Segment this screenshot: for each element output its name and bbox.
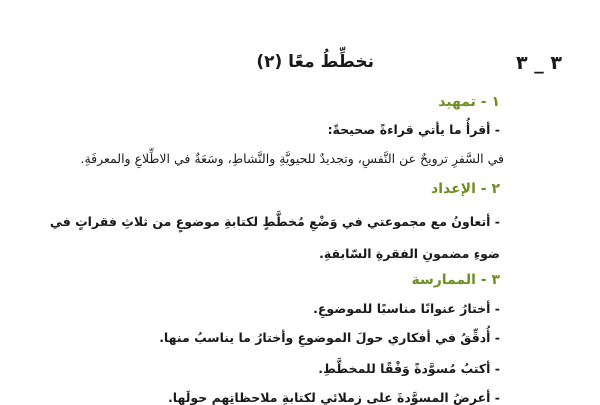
lesson-header	[38, 52, 562, 80]
practice-step: - أُدقِّقُ في أفكاري حولَ الموضوعِ وأختارُ ما يناسبُ منها.	[159, 330, 500, 345]
intro-instruction: - أقرأُ ما يأتي قراءةً صحيحةً:	[327, 122, 500, 137]
section-heading-intro: ١ - تمهيد	[438, 94, 500, 110]
lesson-title: نخطِّطُ معًا (٢)	[256, 52, 374, 72]
preparation-instruction: - أتعاونُ مع مجموعتي في وَضْعِ مُخطَّطٍ لكتابةِ موضوعٍ من ثلاثِ فقراتٍ في ضوءِ مضمونِ الفقرةِ السّابقةِ.	[49, 214, 500, 261]
practice-step: - أكتبُ مُسوَّدةً وَفْقًا للمخطَّطِ.	[318, 361, 500, 376]
practice-step: - أختارُ عنوانًا مناسبًا للموضوعِ.	[313, 301, 500, 316]
section-heading-preparation: ٢ - الإعداد	[431, 181, 500, 197]
practice-step: - أعرضُ المسوَّدةَ على زملائي لكتابةِ ملاحظاتِهم حولَها.	[168, 390, 500, 405]
lesson-number: ٣ _ ٣	[516, 52, 562, 74]
section-heading-practice: ٣ - الممارسة	[411, 272, 500, 288]
intro-passage: في السَّفرِ ترويحٌ عن النَّفسِ، وتجديدٌ للحيويَّةِ والنَّشاطِ، وسَعَةٌ في الاطِّلاعِ والمعرفَةِ.	[80, 151, 504, 166]
